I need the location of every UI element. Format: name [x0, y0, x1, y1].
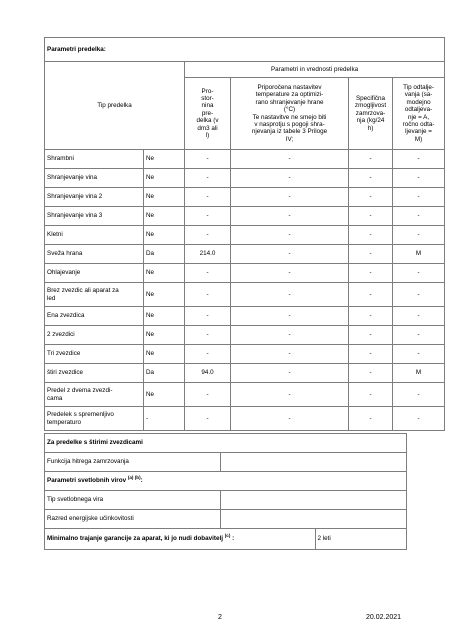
compartment-present: Ne	[144, 226, 185, 245]
table-row	[45, 226, 445, 245]
compartment-defrost: -	[393, 283, 445, 307]
compartment-capacity: -	[349, 345, 393, 364]
compartment-name: Shrambni	[45, 150, 144, 169]
compartment-name: Shranjevanje vina	[45, 169, 144, 188]
fast-freeze-label: Funkcija hitrega zamrzovanja	[45, 453, 221, 472]
compartment-defrost: -	[393, 150, 445, 169]
compartment-defrost: -	[393, 226, 445, 245]
document-date: 20.02.2021	[366, 614, 402, 621]
table-row	[45, 364, 445, 383]
compartment-temp: -	[231, 383, 349, 407]
compartment-temp: -	[231, 226, 349, 245]
compartment-present: Ne	[144, 264, 185, 283]
warranty-value: 2 leti	[317, 535, 331, 543]
header-freezing-capacity: Specifična zmogljivost zamrzova- nja (kg/24 h)	[349, 78, 393, 150]
table-row	[45, 188, 445, 207]
compartment-defrost: -	[393, 264, 445, 283]
compartment-defrost: -	[393, 169, 445, 188]
compartment-name: 2 zvezdici	[45, 326, 144, 345]
table-row	[45, 207, 445, 226]
compartment-temp: -	[231, 207, 349, 226]
compartment-name: Kletni	[45, 226, 144, 245]
light-type-value	[221, 491, 407, 510]
compartment-defrost: -	[393, 307, 445, 326]
compartment-volume: 94.0	[185, 364, 231, 383]
compartment-volume: -	[185, 264, 231, 283]
compartment-name: Tri zvezdice	[45, 345, 144, 364]
compartment-capacity: -	[349, 307, 393, 326]
additional-parameters-table	[44, 433, 407, 550]
compartment-present: Ne	[144, 345, 185, 364]
table-row	[45, 264, 445, 283]
compartment-name: Shranjevanje vina 3	[45, 207, 144, 226]
compartment-temp: -	[231, 169, 349, 188]
compartment-defrost: M	[393, 245, 445, 264]
table-row	[45, 407, 445, 431]
energy-class-value	[221, 510, 407, 529]
compartment-parameters-table	[44, 37, 445, 431]
compartment-present: Ne	[144, 326, 185, 345]
compartment-volume: -	[185, 207, 231, 226]
compartment-name: Predel z dvema zvezdi- cama	[45, 383, 144, 407]
compartment-name: Ohlajevanje	[45, 264, 144, 283]
compartment-temp: -	[231, 188, 349, 207]
compartment-volume: -	[185, 307, 231, 326]
compartment-volume: -	[185, 383, 231, 407]
compartment-volume: -	[185, 169, 231, 188]
compartment-defrost: -	[393, 345, 445, 364]
compartment-temp: -	[231, 283, 349, 307]
compartment-temp: -	[231, 364, 349, 383]
table-row	[45, 326, 445, 345]
header-compartment-type: Tip predelka	[45, 62, 185, 150]
compartment-present: Ne	[144, 307, 185, 326]
compartment-capacity: -	[349, 169, 393, 188]
light-type-label: Tip svetlobnega vira	[45, 491, 221, 510]
compartment-name: Ena zvezdica	[45, 307, 144, 326]
compartment-temp: -	[231, 345, 349, 364]
compartment-volume: 214.0	[185, 245, 231, 264]
light-source-title: Parametri svetlobnih virov $^{(a) (b)}$:	[45, 472, 407, 491]
header-volume: Pro- stor- nina pre- delka (v dm3 ali l)	[185, 78, 231, 150]
compartment-volume: -	[185, 188, 231, 207]
compartment-temp: -	[231, 326, 349, 345]
compartment-capacity: -	[349, 326, 393, 345]
compartment-defrost: M	[393, 364, 445, 383]
compartment-present: Ne	[144, 150, 185, 169]
compartment-capacity: -	[349, 245, 393, 264]
compartment-capacity: -	[349, 188, 393, 207]
table-row	[45, 150, 445, 169]
compartment-volume: -	[185, 150, 231, 169]
compartment-defrost: -	[393, 207, 445, 226]
compartment-present: Ne	[144, 383, 185, 407]
compartment-name: Shranjevanje vina 2	[45, 188, 144, 207]
compartment-name: štiri zvezdice	[45, 364, 144, 383]
compartment-temp: -	[231, 150, 349, 169]
compartment-capacity: -	[349, 207, 393, 226]
table-row	[45, 383, 445, 407]
compartment-defrost: -	[393, 326, 445, 345]
energy-class-label: Razred energijske učinkovitosti	[45, 510, 221, 529]
page-number: 2	[218, 614, 222, 621]
compartment-temp: -	[231, 407, 349, 431]
compartment-volume: -	[185, 283, 231, 307]
compartment-volume: -	[185, 407, 231, 431]
compartment-capacity: -	[349, 264, 393, 283]
fast-freeze-value	[221, 453, 407, 472]
compartment-capacity: -	[349, 383, 393, 407]
header-temperature: Priporočena nastavitev temperature za optimizi- rano shranjevanje hrane (°C) Te nastavitve ne smejo biti v nasprotju s pogoji shra- njevanja iz tabele 3 Priloge IV;	[231, 78, 349, 150]
table-row	[45, 245, 445, 264]
compartment-defrost: -	[393, 383, 445, 407]
table-row	[45, 307, 445, 326]
table-row	[45, 169, 445, 188]
compartment-defrost: -	[393, 188, 445, 207]
header-parameters-group: Parametri in vrednosti predelka	[185, 62, 445, 78]
warranty-label: Minimalno trajanje garancije za aparat, ki jo nudi dobavitelj $^{(c)}$ :	[45, 529, 315, 549]
compartment-temp: -	[231, 307, 349, 326]
header-defrost-type: Tip odtalje- vanja (sa- modejno odtaljeva- nje = A, ročno odta- ljevanje = M)	[393, 78, 445, 150]
compartment-present: Ne	[144, 169, 185, 188]
compartment-name: Brez zvezdic ali aparat za led	[45, 283, 144, 307]
section-title: Parametri predelka:	[45, 38, 445, 62]
compartment-present: Ne	[144, 188, 185, 207]
compartment-capacity: -	[349, 407, 393, 431]
table-row	[45, 345, 445, 364]
compartment-volume: -	[185, 326, 231, 345]
four-star-title: Za predelke s štirimi zvezdicami	[45, 434, 407, 453]
compartment-temp: -	[231, 264, 349, 283]
compartment-present: Ne	[144, 283, 185, 307]
compartment-name: Predelek s spremenljivo temperaturo	[45, 407, 144, 431]
compartment-present: Ne	[144, 207, 185, 226]
compartment-present: -	[144, 407, 185, 431]
table-row	[45, 283, 445, 307]
compartment-present: Da	[144, 245, 185, 264]
compartment-temp: -	[231, 245, 349, 264]
compartment-volume: -	[185, 345, 231, 364]
compartment-capacity: -	[349, 150, 393, 169]
compartment-capacity: -	[349, 226, 393, 245]
compartment-defrost: -	[393, 407, 445, 431]
compartment-capacity: -	[349, 283, 393, 307]
compartment-volume: -	[185, 226, 231, 245]
compartment-capacity: -	[349, 364, 393, 383]
compartment-present: Da	[144, 364, 185, 383]
compartment-name: Sveža hrana	[45, 245, 144, 264]
